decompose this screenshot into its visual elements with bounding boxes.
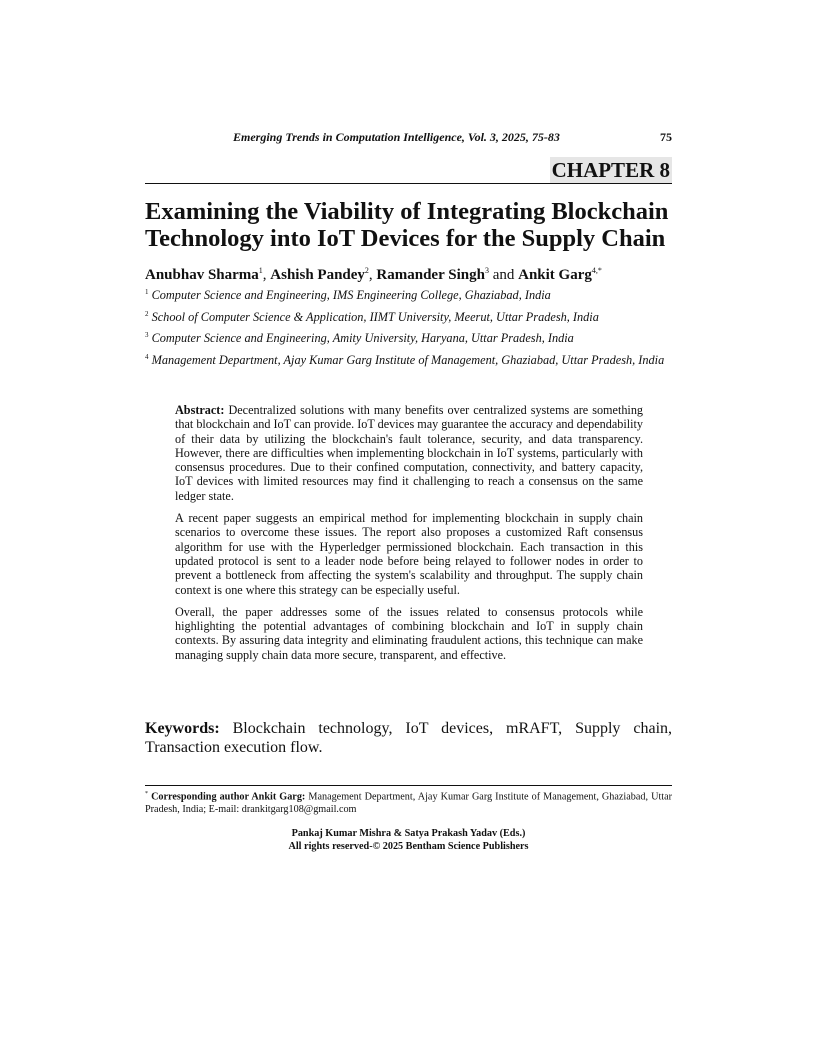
author-name: Anubhav Sharma (145, 267, 259, 283)
author-name: Ramander Singh (376, 267, 485, 283)
footnote-rule (145, 785, 672, 786)
author-name: Ankit Garg (518, 267, 592, 283)
page-number: 75 (660, 130, 672, 144)
author-sep: and (488, 267, 519, 283)
author-sup: 1 (258, 266, 263, 275)
keywords-label: Keywords: (145, 720, 220, 737)
affiliation-text: School of Computer Science & Application, IIMT University, Meerut, Uttar Pradesh, India (151, 309, 599, 324)
footnote-sup: * (145, 791, 148, 797)
author-sep: , (368, 267, 377, 283)
affiliations (145, 283, 672, 369)
author-sup: 4,* (591, 266, 602, 275)
affiliation-sup: 4 (145, 352, 149, 361)
chapter-label: CHAPTER 8 (551, 158, 670, 182)
abstract-paragraph: Overall, the paper addresses some of the issues related to consensus protocols while highlighting the potential advantages of combining blockchain and IoT in supply chain contexts. By assuring data integrity and eliminating fraudulent actions, this technique can make managing supply chain data more secure, transparent, and effective. (175, 604, 643, 662)
affiliation-text: Computer Science and Engineering, IMS Engineering College, Ghaziabad, India (151, 288, 551, 303)
abstract-label: Abstract: (175, 403, 225, 417)
journal-citation: Emerging Trends in Computation Intelligence, Vol. 3, 2025, 75-83 (233, 130, 560, 144)
author-sup: 2 (364, 266, 369, 275)
keywords (145, 720, 672, 757)
copyright: All rights reserved-© 2025 Bentham Science Publishers (288, 840, 529, 852)
editors: Pankaj Kumar Mishra & Satya Prakash Yadav (Eds.) (291, 828, 526, 839)
affiliation-sup: 3 (145, 331, 149, 340)
abstract (175, 403, 643, 670)
author-list (145, 262, 602, 284)
affiliation-sup: 2 (145, 309, 149, 318)
affiliation (145, 305, 672, 327)
abstract-text: Decentralized solutions with many benefits over centralized systems are something that blockchain and IoT can provide. IoT devices may guarantee the accuracy and dependability of their data by utilizing the blockchain's fault tolerance, security, and data transparency. However, there are difficulties when implementing blockchain in IoT systems, particularly with consensus procedures. Due to their confined computation, connectivity, and battery capacity, IoT devices with limited resources may find it challenging to reach a consensus on the same ledger state. (175, 403, 644, 503)
affiliation-sup: 1 (145, 288, 149, 296)
affiliation (145, 348, 672, 370)
affiliation (145, 326, 672, 348)
footnote-label: Corresponding author Ankit Garg: (151, 791, 306, 803)
author-sep: , (262, 267, 271, 283)
header-rule (145, 183, 672, 184)
author-name: Ashish Pandey (270, 267, 365, 283)
affiliation-text: Computer Science and Engineering, Amity University, Haryana, Uttar Pradesh, India (151, 331, 574, 346)
author-sup: 3 (484, 266, 489, 275)
footnote (145, 788, 672, 816)
keywords-text: Blockchain technology, IoT devices, mRAFT, Supply chain, Transaction execution flow. (145, 720, 673, 756)
footnote-text: Management Department, Ajay Kumar Garg Institute of Management, Ghaziabad, Uttar Pradesh, India; E-mail: drankitgarg108@gmail.com (145, 791, 673, 815)
chapter-title: Examining the Viability of Integrating Blockchain Technology into IoT Devices for the Supply Chain (145, 198, 669, 252)
abstract-paragraph: A recent paper suggests an empirical method for implementing blockchain in supply chain scenarios to overcome these issues. The report also proposes a customized Raft consensus algorithm for use with the Hyperledger permissioned blockchain. Each transaction in this updated protocol is sent to a leader node before being relayed to follower nodes in order to prevent a bottleneck from affecting the system's scalability and throughput. The supply chain context is one where this strategy can be especially useful. (175, 511, 643, 597)
affiliation-text: Management Department, Ajay Kumar Garg Institute of Management, Ghaziabad, Uttar Pradesh, India (151, 352, 665, 367)
abstract-paragraph (175, 403, 643, 503)
affiliation (145, 283, 672, 305)
publisher-block (145, 828, 672, 853)
